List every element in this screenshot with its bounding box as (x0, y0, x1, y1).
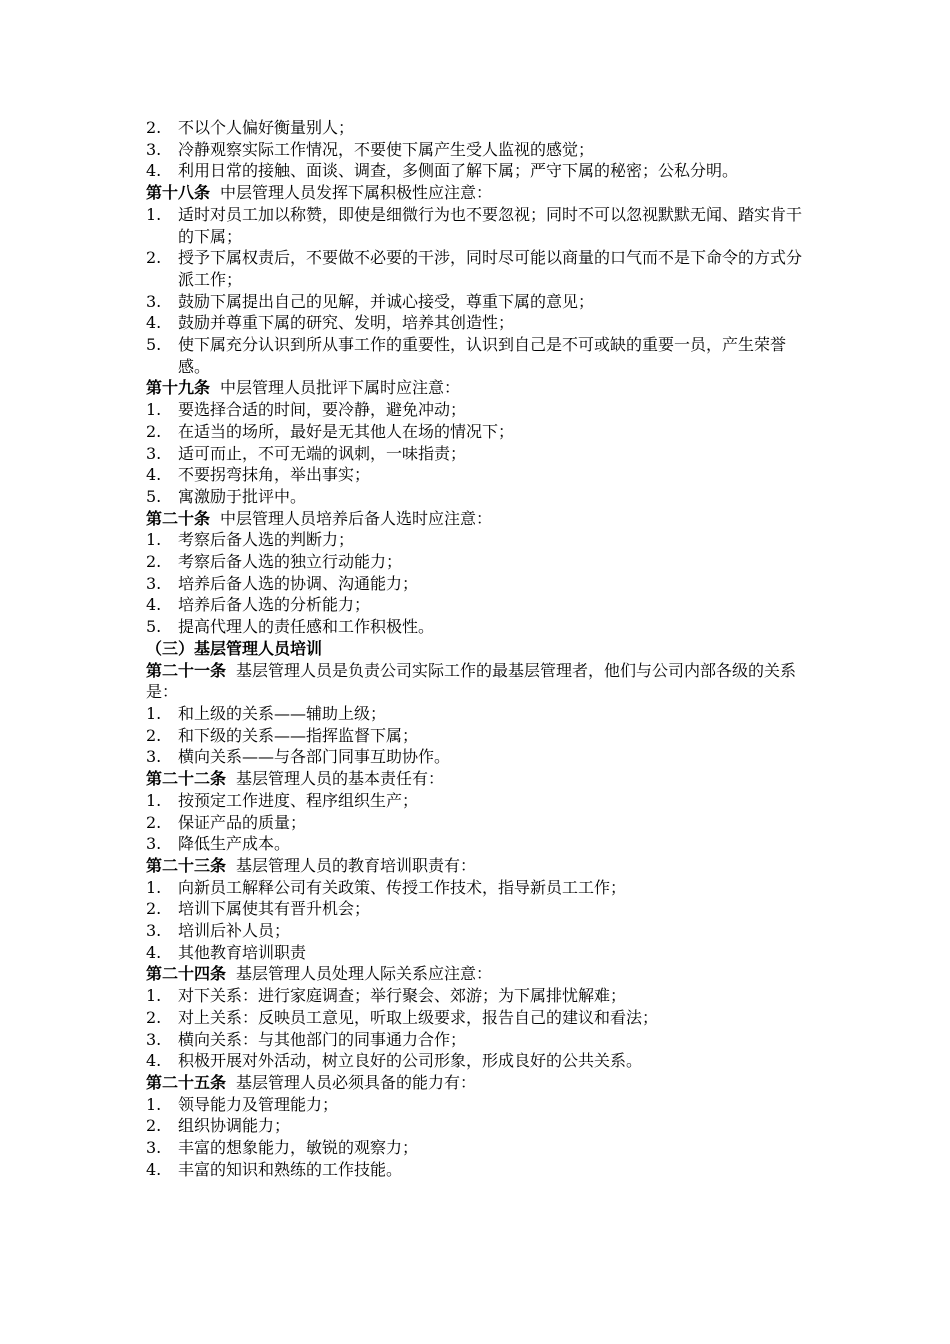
list-item-number: 3. (146, 1029, 162, 1049)
article-heading (146, 508, 806, 530)
list-item-text: 考察后备人选的判断力； (178, 530, 355, 550)
list-item-number: 4. (146, 942, 162, 962)
article-number: 第二十二条 (146, 769, 227, 789)
list-item-text: 使下属充分认识到所从事工作的重要性，认识到自己是不可或缺的重要一员，产生荣誉感。 (178, 335, 787, 376)
section-title: （三）基层管理人员培训 (146, 638, 323, 658)
list-item-text: 降低生产成本。 (178, 834, 291, 854)
article-number: 第二十五条 (146, 1072, 227, 1092)
list-item (146, 703, 806, 725)
list-item-number: 2. (146, 1116, 162, 1136)
list-item-text: 不要拐弯抹角，举出事实； (178, 465, 371, 485)
list-item-text: 利用日常的接触、面谈、调查，多侧面了解下属；严守下属的秘密；公私分明。 (178, 161, 739, 181)
list-item-text: 授予下属权责后，不要做不必要的干涉，同时尽可能以商量的口气而不是下命令的方式分派工作； (178, 248, 803, 289)
list-item-number: 4. (146, 1051, 162, 1071)
article-number: 第二十一条 (146, 660, 227, 680)
list-item (146, 443, 806, 465)
list-item (146, 160, 806, 182)
list-item-text: 冷静观察实际工作情况，不要使下属产生受人监视的感觉； (178, 139, 595, 159)
list-item-number: 1. (146, 400, 162, 420)
list-item-number: 3. (146, 1138, 162, 1158)
list-item-number: 1. (146, 204, 162, 224)
list-item (146, 942, 806, 964)
list-item-number: 3. (146, 573, 162, 593)
list-item-number: 2. (146, 725, 162, 745)
list-item-text: 提高代理人的责任感和工作积极性。 (178, 617, 435, 637)
list-item-number: 4. (146, 1159, 162, 1179)
list-item-text: 适时对员工加以称赞，即使是细微行为也不要忽视；同时不可以忽视默默无闻、踏实肯干的下属； (178, 204, 803, 246)
list-item (146, 616, 806, 638)
article-text: 基层管理人员的基本责任有： (236, 769, 445, 789)
list-item-text: 向新员工解释公司有关政策、传授工作技术，指导新员工工作； (178, 877, 627, 897)
list-item-number: 5. (146, 335, 162, 355)
list-item-number: 3. (146, 443, 162, 463)
list-item-number: 4. (146, 595, 162, 615)
list-item-text: 鼓励并尊重下属的研究、发明，培养其创造性； (178, 313, 515, 333)
article-heading (146, 660, 806, 703)
article-heading (146, 963, 806, 985)
article-number: 第二十条 (146, 508, 211, 528)
list-item-text: 和下级的关系——指挥监督下属； (178, 725, 419, 745)
list-item-number: 2. (146, 1007, 162, 1027)
list-item-number: 3. (146, 291, 162, 311)
list-item-number: 2. (146, 812, 162, 832)
list-item-text: 考察后备人选的独立行动能力； (178, 552, 403, 572)
article-text: 中层管理人员发挥下属积极性应注意： (220, 183, 493, 203)
list-item (146, 421, 806, 443)
list-item-text: 丰富的想象能力，敏锐的观察力； (178, 1138, 419, 1158)
document-body (146, 117, 806, 1180)
list-item (146, 833, 806, 855)
article-heading (146, 377, 806, 399)
list-item (146, 1115, 806, 1137)
list-item-text: 不以个人偏好衡量别人； (178, 118, 355, 137)
list-item-text: 培养后备人选的分析能力； (178, 595, 371, 615)
list-item-number: 2. (146, 421, 162, 441)
article-number: 第十八条 (146, 183, 211, 203)
list-item (146, 1094, 806, 1116)
list-item (146, 790, 806, 812)
article-text: 中层管理人员培养后备人选时应注意： (220, 508, 493, 528)
list-item (146, 1007, 806, 1029)
list-item-number: 2. (146, 118, 162, 137)
list-item-text: 积极开展对外活动，树立良好的公司形象，形成良好的公共关系。 (178, 1051, 643, 1071)
list-item-number: 1. (146, 877, 162, 897)
article-heading (146, 768, 806, 790)
list-item (146, 399, 806, 421)
list-item (146, 1050, 806, 1072)
article-text: 基层管理人员的教育培训职责有： (236, 855, 477, 875)
list-item (146, 334, 806, 377)
list-item (146, 486, 806, 508)
list-item-text: 寓激励于批评中。 (178, 486, 307, 506)
list-item (146, 898, 806, 920)
list-item (146, 312, 806, 334)
list-item-number: 4. (146, 313, 162, 333)
list-item-text: 在适当的场所，最好是无其他人在场的情况下； (178, 421, 515, 441)
list-item (146, 573, 806, 595)
article-number: 第十九条 (146, 378, 211, 398)
list-item-text: 领导能力及管理能力； (178, 1094, 339, 1114)
article-number: 第二十三条 (146, 855, 227, 875)
list-item-text: 培训下属使其有晋升机会； (178, 899, 371, 919)
list-item-text: 对下关系：进行家庭调查；举行聚会、郊游；为下属排忧解难； (178, 986, 627, 1006)
list-item-number: 4. (146, 465, 162, 485)
list-item (146, 464, 806, 486)
list-item-number: 3. (146, 921, 162, 941)
list-item-number: 4. (146, 161, 162, 181)
list-item (146, 594, 806, 616)
list-item (146, 247, 806, 290)
list-item-number: 1. (146, 703, 162, 723)
list-item (146, 1137, 806, 1159)
list-item (146, 985, 806, 1007)
list-item-number: 2. (146, 899, 162, 919)
list-item-text: 横向关系——与各部门同事互助协作。 (178, 747, 451, 767)
list-item-text: 和上级的关系——辅助上级； (178, 703, 387, 723)
article-text: 基层管理人员必须具备的能力有： (236, 1072, 477, 1092)
list-item-number: 1. (146, 986, 162, 1006)
list-item-text: 横向关系：与其他部门的同事通力合作； (178, 1029, 467, 1049)
list-item-text: 鼓励下属提出自己的见解，并诚心接受，尊重下属的意见； (178, 291, 595, 311)
article-text: 基层管理人员处理人际关系应注意： (236, 964, 493, 984)
list-item (146, 139, 806, 161)
list-item-text: 其他教育培训职责 (178, 942, 307, 962)
list-item (146, 1029, 806, 1051)
list-item-number: 3. (146, 747, 162, 767)
list-item (146, 551, 806, 573)
list-item (146, 877, 806, 899)
list-item-text: 保证产品的质量； (178, 812, 307, 832)
article-heading (146, 1072, 806, 1094)
list-item-text: 按预定工作进度、程序组织生产； (178, 790, 419, 810)
list-item-number: 1. (146, 1094, 162, 1114)
list-item-number: 2. (146, 552, 162, 572)
list-item-number: 1. (146, 790, 162, 810)
list-item-number: 5. (146, 486, 162, 506)
list-item (146, 920, 806, 942)
list-item-number: 3. (146, 834, 162, 854)
list-item (146, 204, 806, 247)
list-item-text: 培训后补人员； (178, 921, 291, 941)
list-item-number: 1. (146, 530, 162, 550)
list-item (146, 291, 806, 313)
list-item (146, 1159, 806, 1181)
list-item-number: 2. (146, 248, 162, 268)
list-item-text: 适可而止，不可无端的讽刺，一味指责； (178, 443, 467, 463)
list-item (146, 529, 806, 551)
article-heading (146, 855, 806, 877)
list-item-text: 培养后备人选的协调、沟通能力； (178, 573, 419, 593)
list-item-number: 3. (146, 139, 162, 159)
article-heading (146, 182, 806, 204)
list-item-text: 要选择合适的时间，要冷静，避免冲动； (178, 400, 467, 420)
list-item-number: 5. (146, 617, 162, 637)
list-item (146, 812, 806, 834)
list-item (146, 725, 806, 747)
article-text: 中层管理人员批评下属时应注意： (220, 378, 461, 398)
list-item (146, 746, 806, 768)
article-number: 第二十四条 (146, 964, 227, 984)
list-item-text: 组织协调能力； (178, 1116, 291, 1136)
list-item (146, 117, 806, 139)
list-item-text: 对上关系：反映员工意见，听取上级要求，报告自己的建议和看法； (178, 1007, 659, 1027)
article-text: 基层管理人员是负责公司实际工作的最基层管理者，他们与公司内部各级的关系是： (146, 660, 797, 702)
list-item-text: 丰富的知识和熟练的工作技能。 (178, 1159, 403, 1179)
